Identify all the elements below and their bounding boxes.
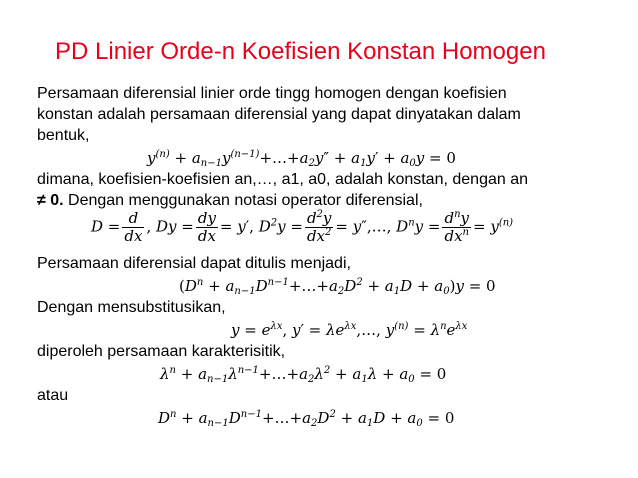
intro-line-3: bentuk, (37, 127, 90, 144)
equation-characteristic-operator: $D^n$ + $a_{n-1}D^{n-1}+\dots+a_2D^2 + a_1D + a_0 = 0$ (158, 409, 455, 429)
equation-substitution: $y = e^{\lambda x}$, $y' = \lambda e^{\lambda x},\dots$, $y^{(n)} = \lambda^ne^{\lambda x}$ (231, 321, 468, 339)
slide-title: PD Linier Orde-n Koefisien Konstan Homogen (55, 38, 546, 65)
or-line: atau (37, 387, 69, 404)
intro-line-2: konstan adalah persamaan diferensial yang dapat dinyatakan dalam (37, 106, 521, 123)
equation-operator-notation: D = $\frac{d}{dx}$ , Dy = $\frac{dy}{dx}$ = y′, $D^2y$ = $\frac{d^2y}{dx^2}$ = y″,…, $D^ny$ = $\frac{d^ny}{dx^n}$ = $y^{(n)}$ (91, 209, 514, 245)
equation-general-form: $y^{(n)}$ + $a_{n-1}y^{(n-1)}+\dots+a_2y'' + a_1y' + a_0y = 0$ (147, 149, 456, 169)
charac-line: diperoleh persamaan karakterisitik, (37, 343, 286, 360)
neq-zero: ≠ 0. (37, 192, 64, 209)
rewrite-line: Persamaan diferensial dapat ditulis menjadi, (37, 255, 351, 272)
operator-notation-text: Dengan menggunakan notasi operator diferensial, (68, 192, 423, 209)
subst-line: Dengan mensubstitusikan, (37, 299, 226, 316)
equation-operator-form: ($D^n$ + $a_{n-1}D^{n-1}+\dots+a_2D^2 + a_1D + a_0)y = 0$ (179, 277, 496, 297)
where-line-1: dimana, koefisien-koefisien an,…, a1, a0, adalah konstan, dengan an (37, 171, 528, 188)
equation-characteristic: $\lambda^n$ + $a_{n-1}\lambda^{n-1}+\dots+a_2\lambda^2 + a_1\lambda + a_0 = 0$ (160, 365, 447, 385)
where-line-2 (37, 191, 423, 211)
intro-line-1: Persamaan diferensial linier orde tingg homogen dengan koefisien (37, 85, 507, 102)
